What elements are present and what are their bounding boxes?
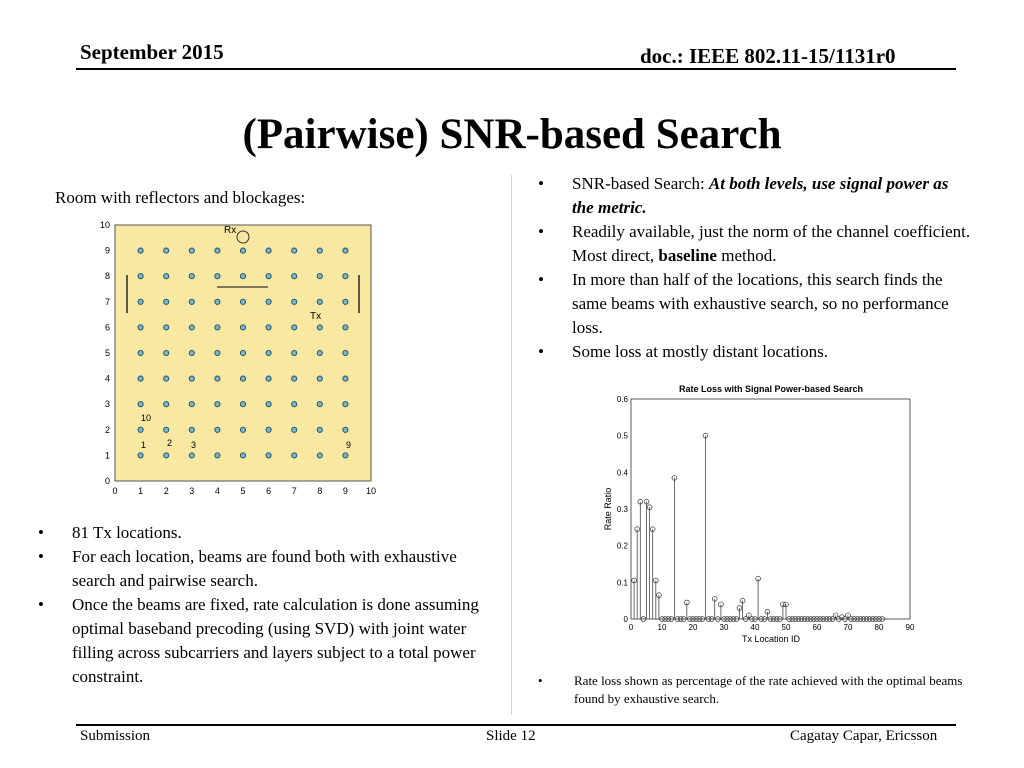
rx-label: Rx [224,225,237,236]
tx-location-dot [343,299,348,304]
tx-location-dot [164,325,169,330]
footer-submission: Submission [80,728,151,744]
tx-location-dot [266,299,271,304]
tx-location-dot [317,299,322,304]
tx-location-dot [240,376,245,381]
tx-location-dot [189,350,194,355]
room-x-tick-label: 7 [291,486,297,496]
bullet-snr-search [532,172,972,220]
tx-location-dot [343,274,348,279]
tx-location-dot [317,325,322,330]
tx-location-dot [266,274,271,279]
bullet-some-loss: • Some loss at mostly distant locations. [532,340,972,364]
tx-location-dot [317,350,322,355]
slide-title: (Pairwise) SNR-based Search [242,111,782,158]
chart-x-tick-label: 30 [719,623,729,632]
chart-y-tick-label: 0 [623,615,628,624]
tx-location-dot [240,299,245,304]
bullet-snr-search-text: SNR-based Search: [572,174,709,193]
tx-location-dot [138,274,143,279]
tx-location-dot [164,350,169,355]
tx-location-dot [317,453,322,458]
tx-location-dot [292,325,297,330]
tx-location-dot [189,427,194,432]
tx-location-dot [138,402,143,407]
room-x-tick-label: 3 [189,486,195,496]
tx-location-dot [215,274,220,279]
tx-location-dot [138,376,143,381]
point-label-10: 10 [141,413,152,423]
bullet-readily-available [532,220,972,268]
tx-location-dot [292,299,297,304]
tx-location-dot [189,325,194,330]
room-grid-plot [90,215,390,500]
rate-loss-chart [600,380,920,650]
tx-location-dot [240,325,245,330]
tx-location-dot [292,427,297,432]
tx-location-dot [164,248,169,253]
tx-location-dot [189,402,194,407]
room-y-tick-label: 9 [104,245,110,256]
tx-location-dot [138,248,143,253]
tx-location-dot [240,350,245,355]
tx-location-dot [317,402,322,407]
chart-x-tick-label: 90 [905,623,915,632]
point-label-9: 9 [346,440,352,450]
room-y-tick-label: 2 [104,424,110,435]
room-x-tick-label: 1 [138,486,144,496]
chart-y-tick-label: 0.4 [616,468,628,478]
tx-location-dot [240,248,245,253]
footer-rule [76,724,956,726]
chart-x-tick-label: 50 [781,623,791,632]
chart-x-tick-label: 60 [812,623,822,632]
room-x-tick-label: 4 [214,486,220,496]
tx-location-dot [266,350,271,355]
tx-location-dot [317,248,322,253]
tx-location-dot [292,350,297,355]
chart-y-tick-label: 0.3 [616,505,628,514]
tx-location-dot [189,453,194,458]
room-y-tick-label: 5 [104,348,110,358]
footer-slide-number: Slide 12 [486,728,536,744]
tx-location-dot [215,325,220,330]
chart-y-tick-label: 0.2 [616,541,628,551]
chart-x-tick-label: 10 [657,623,667,632]
header-date: September 2015 [80,40,224,64]
tx-location-dot [317,427,322,432]
chart-y-tick-label: 0.1 [616,578,628,588]
room-y-tick-label: 3 [104,399,110,410]
room-x-tick-label: 8 [317,486,323,496]
chart-ylabel: Rate Ratio [603,487,613,531]
tx-location-dot [343,325,348,330]
tx-location-dot [343,453,348,458]
tx-location-dot [189,248,194,253]
tx-location-dot [343,248,348,253]
chart-plot-area [631,399,910,619]
tx-location-dot [138,453,143,458]
tx-location-dot [164,376,169,381]
tx-location-dot [266,325,271,330]
tx-location-dot [343,350,348,355]
bullet-readily-post: method. [716,246,777,265]
tx-location-dot [317,274,322,279]
tx-location-dot [215,299,220,304]
chart-x-tick-label: 80 [874,623,884,632]
tx-location-dot [189,376,194,381]
bullet-rate-calculation: • Once the beams are fixed, rate calculation is done assuming optimal baseband precoding (using SVD) with joint water filling across subcarriers and layers subject to a total power constraint. [32,593,492,689]
point-label-2: 2 [167,438,173,448]
bullet-readily-bold: baseline [658,246,717,265]
room-y-tick-label: 8 [104,271,110,282]
header-rule [76,68,956,70]
tx-location-dot [292,248,297,253]
tx-location-dot [164,274,169,279]
bullet-snr-search-emph: At both levels, use signal power as the metric. [572,174,949,217]
bullet-tx-locations: • 81 Tx locations. [32,521,492,545]
chart-x-tick-label: 40 [750,623,760,632]
tx-location-dot [215,248,220,253]
room-x-tick-label: 10 [365,486,377,496]
column-divider [511,175,512,715]
header-doc-id: doc.: IEEE 802.11-15/1131r0 [640,44,896,68]
tx-location-dot [266,427,271,432]
chart-note-text: • Rate loss shown as percentage of the rate achieved with the optimal beams found by exhaustive search. [532,672,992,708]
tx-location-dot [189,274,194,279]
tx-location-dot [215,427,220,432]
tx-location-dot [266,248,271,253]
tx-location-dot [138,427,143,432]
bullet-readily-pre: Readily available, just the norm of the channel coefficient. Most direct, [572,222,971,265]
bullet-beams-found: • For each location, beams are found both with exhaustive search and pairwise search. [32,545,492,593]
room-x-tick-label: 9 [342,486,348,496]
tx-location-dot [266,376,271,381]
room-y-tick-label: 10 [99,220,110,230]
tx-location-dot [343,376,348,381]
chart-x-tick-label: 0 [628,623,634,632]
room-label: Room with reflectors and blockages: [55,188,306,207]
point-label-1: 1 [141,440,147,450]
room-y-tick-label: 7 [104,296,110,307]
tx-location-dot [138,299,143,304]
tx-location-dot [240,427,245,432]
right-bullet-list [532,172,972,364]
chart-y-tick-label: 0.6 [616,395,628,404]
room-y-tick-label: 4 [104,373,110,384]
chart-title: Rate Loss with Signal Power-based Search [678,384,864,394]
tx-location-dot [215,350,220,355]
tx-location-dot [164,299,169,304]
tx-location-dot [266,453,271,458]
tx-location-dot [292,453,297,458]
tx-location-dot [240,274,245,279]
room-y-tick-label: 1 [104,450,110,461]
room-x-tick-label: 6 [266,486,272,496]
footer-author: Cagatay Capar, Ericsson [790,728,938,744]
bullet-more-than-half: • In more than half of the locations, this search finds the same beams with exhaustive search, so no performance loss. [532,268,972,340]
left-bullet-list [32,521,492,689]
tx-location-dot [240,402,245,407]
chart-x-tick-label: 20 [688,623,698,632]
room-x-tick-label: 0 [112,486,118,496]
tx-location-dot [164,402,169,407]
tx-location-dot [343,427,348,432]
room-y-tick-label: 0 [104,476,110,486]
tx-location-dot [164,427,169,432]
room-x-tick-label: 5 [240,486,246,496]
tx-location-dot [292,402,297,407]
chart-xlabel: Tx Location ID [741,634,801,644]
room-x-tick-label: 2 [163,486,169,496]
chart-y-tick-label: 0.5 [616,431,628,441]
tx-location-dot [215,376,220,381]
tx-location-dot [189,299,194,304]
tx-location-dot [292,274,297,279]
tx-location-dot [240,453,245,458]
tx-location-dot [138,325,143,330]
tx-label: Tx [310,311,322,322]
tx-location-dot [215,453,220,458]
tx-location-dot [138,350,143,355]
tx-location-dot [343,402,348,407]
tx-location-dot [215,402,220,407]
chart-x-tick-label: 70 [843,623,853,632]
tx-location-dot [292,376,297,381]
point-label-3: 3 [191,440,197,450]
chart-note [532,672,992,708]
room-y-tick-label: 6 [104,322,110,333]
tx-location-dot [317,376,322,381]
tx-location-dot [164,453,169,458]
tx-location-dot [266,402,271,407]
